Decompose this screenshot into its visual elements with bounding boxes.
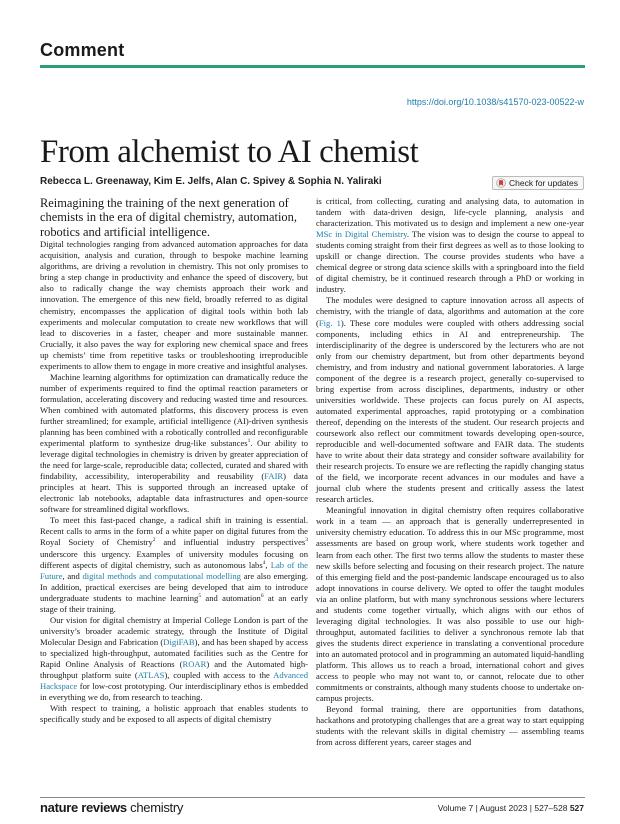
paragraph: With respect to training, a holistic approach that enables students to specifically study and be exposed to all aspects of digital chemistry bbox=[40, 703, 308, 725]
lab-of-the-future-link[interactable]: Lab of the Future bbox=[40, 559, 308, 581]
footer-citation: Volume 7 | August 2023 | 527–528 527 bbox=[437, 803, 584, 813]
roar-link[interactable]: ROAR bbox=[182, 659, 207, 669]
paragraph: Our vision for digital chemistry at Imperial College London is part of the university’s broader academic strategy, through the Institute of Digital Molecular Design and Fabrication (DigiFAB), and has been shaped by access to specialized high-throughput, automated facilities such as the Centre for Rapid Online Analysis of Reactions (ROAR) and the Automated high-throughput platform suite (ATLAS), coupled with access to the Advanced Hackspace for low-cost prototyping. Our interdisciplinary ethos is embedded in everything we do, from research to teaching. bbox=[40, 614, 309, 703]
paragraph: Machine learning algorithms for optimization can dramatically reduce the number of experiments required to find the optimal reaction parameters or formulation, accelerating discovery and reducing wasted time and resources. When combined with automated platforms, this discovery process is even further streamlined; for example, artificial intelligence (AI)-driven synthesis planning has been combined with a robotically controlled and reconfigurable experimental platform to synthesize drug-like substances$^1$. Our ability to leverage digital technologies in chemistry is driven by greater appreciation of the need for large-scale, reproducible data; collected, curated and shared with findability, accessibility, interoperability and reusability (FAIR) data principles at heart. This is supported through an increased uptake of electronic lab notebooks, adaptable data infrastructures and open-source software for streamlined digital workflows. bbox=[40, 371, 308, 515]
atlas-link[interactable]: ATLAS bbox=[137, 670, 165, 681]
article-title: From alchemist to AI chemist bbox=[40, 134, 419, 171]
journal-logo: nature reviews chemistry bbox=[40, 800, 184, 815]
fair-link[interactable]: FAIR bbox=[264, 471, 284, 482]
paragraph: Digital technologies ranging from advanced automation approaches for data acquisition, analysis and curation, through to bespoke machine learning algorithms, are driving a revolution in chemistry. This not only promises to bring a step change in productivity and enhance the speed of discovery, but also to radically change the way chemists approach their work and innovation. The emergence of this new field, broadly referred to as digital chemistry, encompasses the application of digital tools within both lab experiments and molecular computation to create new workflows that will lead to discoveries in a faster, cheaper and more sustainable manner. Crucially, it also paves the way for exploring new chemical space and frees up chemists’ time from repetitive tasks or troubleshooting irreproducible experiments to allow them to engage in more creative and insightful analyses. bbox=[40, 239, 308, 371]
standfirst: Reimagining the training of the next generation of chemists in the era of digital chemistry, automation, robotics and artificial intelligence. bbox=[40, 196, 297, 239]
figure-1-link[interactable]: Fig. 1 bbox=[318, 317, 341, 328]
footer-volume: Volume 7 bbox=[437, 803, 474, 813]
left-column bbox=[40, 196, 308, 725]
digital-methods-link[interactable]: digital methods and computational modelling bbox=[82, 570, 241, 581]
doi-link[interactable]: https://doi.org/10.1038/s41570-023-00522-w bbox=[406, 97, 584, 107]
msc-digital-chemistry-link[interactable]: MSc in Digital Chemistry bbox=[316, 229, 407, 240]
digifab-link[interactable]: DigiFAB bbox=[163, 636, 195, 647]
check-updates-label: Check for updates bbox=[509, 178, 578, 188]
paragraph: To meet this fast-paced change, a radical shift in training is essential. Recent calls to arms in the form of a white paper on digital futures from the Royal Society of Chemistry$^2$ and influential industry perspectives$^3$ underscore this urgency. Examples of university modules focusing on different aspects of digital chemistry, such as autonomous labs$^4$, Lab of the Future, and digital methods and computational modelling are also emerging. In addition, practical exercises are being developed that aim to introduce undergraduate students to machine learning$^5$ and automation$^6$ at an early stage of their training. bbox=[40, 515, 309, 614]
check-updates-button[interactable] bbox=[492, 176, 584, 190]
advanced-hackspace-link[interactable]: Advanced Hackspace bbox=[40, 670, 308, 692]
author-list: Rebecca L. Greenaway, Kim E. Jelfs, Alan C. Spivey & Sophia N. Yaliraki bbox=[40, 176, 382, 187]
paragraph: Meaningful innovation in digital chemistry often requires collaborative work in a team — an approach that is generally underrepresented in university chemistry education. To address this in our MSc programme, most assessments are based on group work, where students work together and learn from each other. The first two terms allow the students to master these new skills before selecting and focusing on their research project. The nature of this emerging field and the post-pandemic landscape encouraged us to also adopt innovations in course delivery. We opted to offer the taught modules via an online platform, but with many synchronous sessions where lecturers and students come together virtually, which aligns with our ethos of leveraging digital technologies. It was also possible to use our high-throughput, automated facilities to deliver a synchronous remote lab that gives the students direct experience in translating a conventional procedure into an automated protocol and in programming an automated liquid-handling platform. This allows us to reach a broad, international cohort and gives access to people who may not want to, or cannot, relocate due to other commitments or constraints, although many students choose to undertake on-campus projects. bbox=[316, 505, 585, 704]
check-updates-icon bbox=[496, 178, 506, 188]
right-column bbox=[316, 196, 584, 748]
section-label: Comment bbox=[40, 40, 125, 60]
paragraph: Beyond formal training, there are opportunities from datathons, hackathons and prototyping challenges that are a great way to start equipping students with the relevant skills in digital chemistry — assembling teams from across different years, career stages and bbox=[316, 704, 584, 748]
section-divider bbox=[40, 65, 585, 68]
footer-divider bbox=[40, 797, 585, 798]
paragraph: is critical, from collecting, curating and analysing data, to automation in tandem with data-driven design, life-cycle planning, analysis and characterization. This motivated us to design and implement a new one-year MSc in Digital Chemistry. The vision was to design the course to appeal to students coming straight from their first degrees as well as to those looking to upskill or change direction. The course provides students who have a chemical degree or strong data science skills with a springboard into the field of digital chemistry, be it continued research through a PhD or working in industry. bbox=[316, 196, 585, 295]
paragraph: The modules were designed to capture innovation across all aspects of chemistry, with the triangle of data, algorithms and automation at the core (Fig. 1). These core modules were coupled with others addressing social components, including ethics in AI and entrepreneurship. The interdisciplinarity of the degree is underscored by the lecturers who are not only from our chemistry department, but from other departments beyond chemistry, and from industry and national government laboratories. A large component of the degree is a research project, generally co-supervised to bring expertise from across disciplines, departments, industry or other universities worldwide. These projects can focus purely on AI aspects, automated experimental approaches, rapid prototyping or a combination thereof, depending on the interests of the student. Our research projects and coursework also reflect our commitment towards developing open-source, reproducible and well-documented software and FAIR data. The students have to write about their data strategy and consider software availability for their research projects. To ensure we are reflecting the rapidly changing status of the field, we incorporate recent advances in our modules and have a journal club where the students present and critically assess the latest research articles. bbox=[316, 295, 584, 505]
page-number: 527 bbox=[569, 803, 584, 813]
footer-date: August 2023 bbox=[479, 803, 528, 813]
footer-pages: 527–528 bbox=[534, 803, 568, 813]
